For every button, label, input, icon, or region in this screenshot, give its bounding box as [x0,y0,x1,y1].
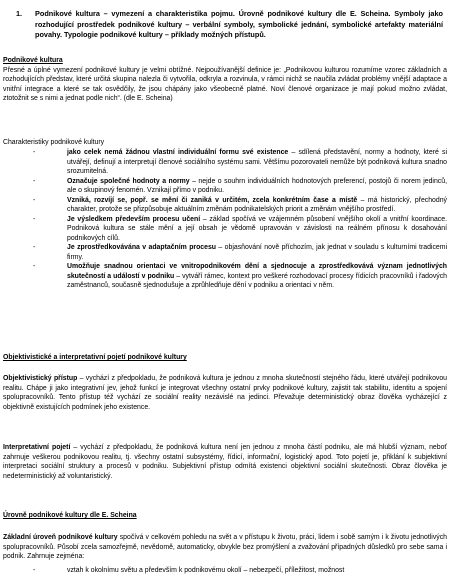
definition-text: Přesné a úplné vymezení podnikové kultury je velmi obtížné. Nejpoužívanější definice je: „Podnikovou kulturou rozumíme vzorec základních a rozhodujících představ, které určitá skupina nalezla či vytvořila, odkryla a rozvinula, v rámci nichž se naučila zvládat problémy vnější adaptace a vnitřní integrace a které se tak osvědčily, že jsou chápány jako všeobecně platné. Noví členové organizace je mají pokud možno zvládat, ztotožnit se s nimi a jednat podle nich“. (dle E. Scheina) [3,66,447,103]
item-bold: Označuje společné hodnoty a normy [67,177,190,185]
item-text: – nejde o souhrn individuálních hodnotových preferencí, postojů či norem jedinců, ale o skupinový fenomén. Vznikají přímo v podniku. [67,177,447,194]
item-bold: jako celek nemá žádnou vlastní individuální formu své existence [67,149,289,156]
levels-title [3,511,447,521]
interpretive-text: – vychází z předpokladu, že podniková kultura není jen jednou z mnoha částí podniku, ale má hlubší význam, neboť zahrnuje veškerou podnikovou realitu, tj. všechny ostatní subsystémy, řídicí, informační, logistický apod. Toto pojetí je, přiklání k subjektivní interpretaci sociální struktury a procesů v podniku. Subjektivní přístup odmítá existenci objektivní sociální skutečnosti. Obraz člověka je nedeterministický až voluntaristický. [3,444,447,480]
characteristics-list [33,148,447,291]
item-text: – sdílená představění, normy a hodnoty, které si utvářejí, definují a interpretují členové sociálního systému sami. Většímu pozorovateli nemůže být podniková kultura snadno srozumitelná. [67,149,447,175]
list-item [33,566,447,576]
levels-title-text: Úrovně podnikové kultury dle E. Scheina [3,512,137,519]
question-heading [16,9,443,41]
definition-section [3,56,447,104]
approaches-title-text: Objektivistické a interpretativní pojetí podnikové kultury [3,354,187,361]
objective-text: – vychází z předpokladu, že podniková kultura je jednou z mnoha skutečností stejného řádu, které utvářejí podnikovou realitu. Chápe ji jako integrativní jev, jehož funkcí je integrovat všechny ostatní prvky podnikové kultury, zajistit tak stabilitu, identitu a spojení spolupracovníků. Tento přístup též vychází ze sociální reality nezávislé na jedinci. Převažuje deterministický obraz člověka vycházející z objektivně existujících podmínek jeho existence. [3,375,448,411]
objective-label: Objektivistický přístup [3,375,78,382]
levels-list [33,566,447,576]
base-level-label: Základní úroveň podnikové kultury [3,534,118,541]
list-item [33,196,447,215]
item-text: – základ spočívá ve vzájemném působení vnějšího okolí a vnitřní koordinace. Podniková kultura se stále mění a její obsah je vědomě upravován v závislosti na reálném přínosu k dosahování podnikových cílů. [67,215,448,242]
item-bold: Vzniká, rozvíjí se, popř. se mění či zaniká v určitém, zcela konkrétním čase a místě [67,196,358,204]
base-level [3,533,447,562]
item-bold: Je zprostředkovávána v adaptačním procesu [67,244,217,251]
item-text: – objasňování nově příchozím, jak jednat v souladu s kulturními tradicemi firmy. [67,244,448,261]
item-text: – vytváří rámec, kontext pro veškeré rozhodovací procesy řídicích pracovníků i řadových zaměstnanců, současně sjednodušuje a zprůhledňuje dění v podniku a orientaci v něm. [67,272,447,289]
item-text: – má historický, přechodný charakter, protože se přizpůsobuje aktuálním změnám podnikatelských priorit a změnám vnějšího prostředí. [67,196,447,213]
objective-approach [3,374,447,412]
list-item [33,215,447,244]
heading-text: Podnikové kultura – vymezení a charakteristika pojmu. Úrovně podnikové kultury dle E. Scheina. Symboly jako rozhodující prostředek podnikové kultury – verbální symboly, symbolické jednání, symbolické artefakty materiální povahy. Typologie podnikové kultury – příklady možných přístupů. [35,9,443,40]
heading-number: 1. [16,9,23,18]
interpretive-approach [3,443,447,481]
item-bold: Je výsledkem především procesu učení [67,215,201,223]
characteristics-intro: Charakteristiky podnikové kultury [3,139,105,146]
item-text: vztah k okolnímu světu a především k podnikovému okolí – nebezpečí, příležitost, možnost [67,567,345,574]
list-item [33,262,447,291]
approaches-title [3,353,447,363]
list-item [33,177,447,196]
list-item [33,243,447,262]
definition-title: Podnikové kultura [3,57,63,64]
list-item [33,148,447,177]
interpretive-label: Interpretativní pojetí [3,444,71,451]
base-level-text: spočívá v celkovém pohledu na svět a v přístupu k životu, práci, lidem i sobě samým i k životu jednotlivých spolupracovníků. Působí zcela samozřejmě, nevědomě, automaticky, obvykle bez promýšlení a zvažování případných důsledků pro sebe sama i podnik. Zahrnuje zejména: [3,534,447,561]
item-bold: Umožňuje snadnou orientaci ve vnitropodnikovém dění a sjednocuje a zprostředkovává význam jednotlivých skutečností a událostí v podniku [67,263,447,280]
